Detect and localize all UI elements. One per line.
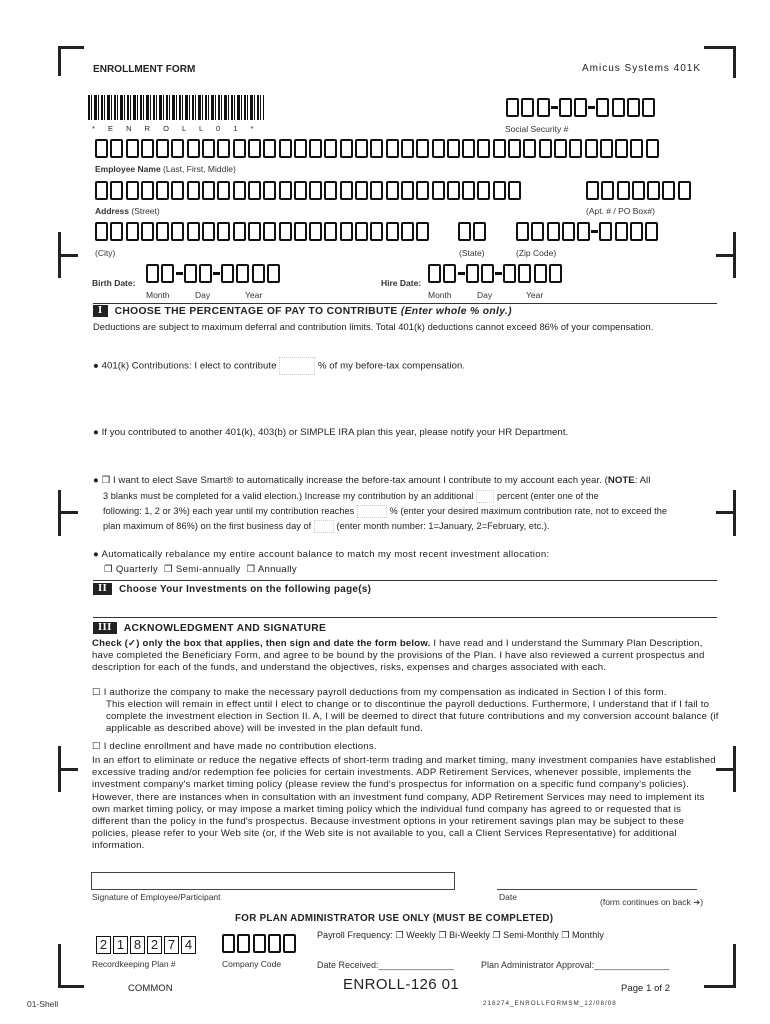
entry-box[interactable]: [324, 181, 337, 200]
entry-box[interactable]: [646, 139, 659, 158]
monthly-checkbox[interactable]: ❐: [561, 930, 570, 940]
employee-name-hint: (Last, First, Middle): [163, 164, 236, 174]
entry-box[interactable]: [401, 139, 414, 158]
date-received: Date Received:_______________: [317, 960, 454, 970]
contribution-line: [93, 357, 465, 375]
section-2-number: II: [93, 583, 112, 595]
entry-box[interactable]: [156, 181, 169, 200]
entry-box[interactable]: [596, 98, 609, 117]
decline-checkbox[interactable]: ☐: [92, 741, 101, 752]
entry-box[interactable]: [156, 222, 169, 241]
corner-mark-bottom-right: [704, 944, 736, 988]
month-number-field[interactable]: [314, 520, 334, 533]
section-1-title-note: (Enter whole % only.): [400, 305, 512, 317]
save-smart-text-1b: : All: [634, 475, 651, 486]
section-3-header: [93, 622, 326, 634]
entry-box[interactable]: [386, 139, 399, 158]
entry-box[interactable]: [662, 181, 675, 200]
ssn-boxes[interactable]: [506, 98, 658, 117]
entry-box[interactable]: [493, 139, 506, 158]
entry-box[interactable]: [95, 222, 108, 241]
entry-box[interactable]: [386, 222, 399, 241]
bullet-dot: ●: [93, 549, 100, 560]
save-smart-text-2b: percent (enter one of the: [496, 490, 599, 501]
bullet-dot: ●: [93, 360, 99, 372]
administrator-approval: Plan Administrator Approval:_______________: [481, 960, 670, 970]
authorize-text-first: I authorize the company to make the necessary payroll deductions from my compensation as indicated in Section I of this form.: [103, 687, 667, 698]
company-code-label: Company Code: [222, 959, 282, 969]
city-label: (City): [95, 248, 116, 258]
entry-box[interactable]: [309, 181, 322, 200]
entry-box[interactable]: [233, 222, 246, 241]
entry-box[interactable]: [574, 98, 587, 117]
semiannually-label: Semi-annually: [175, 564, 241, 575]
authorize-checkbox[interactable]: ☐: [92, 687, 101, 698]
birth-date-label: Birth Date:: [92, 278, 136, 288]
birth-month-label: Month: [146, 290, 170, 300]
entry-box[interactable]: [586, 181, 599, 200]
section-2-header: [93, 583, 371, 595]
entry-box[interactable]: [506, 98, 519, 117]
save-smart-line-4: [103, 520, 550, 533]
entry-box[interactable]: [416, 222, 429, 241]
section-1-number: I: [93, 305, 108, 317]
separator-dash: [495, 272, 502, 275]
entry-box[interactable]: [432, 181, 445, 200]
contribution-percent-field[interactable]: [279, 357, 315, 375]
entry-box[interactable]: [340, 139, 353, 158]
entry-box[interactable]: [416, 139, 429, 158]
signature-label: Signature of Employee/Participant: [92, 892, 221, 902]
birth-day-label: Day: [195, 290, 211, 300]
recordkeeping-digit: 7: [164, 936, 179, 954]
company-code-boxes[interactable]: [222, 934, 298, 953]
section-3-rule: [93, 617, 717, 618]
entry-box[interactable]: [324, 139, 337, 158]
date-label: Date: [499, 892, 517, 902]
address-label-text: Address: [95, 206, 130, 216]
save-smart-text-3a: following: 1, 2 or 3%) each year until my contribution reaches: [103, 505, 355, 516]
birth-date-boxes[interactable]: [146, 264, 282, 283]
weekly-checkbox[interactable]: ❐: [395, 930, 404, 940]
entry-box[interactable]: [645, 222, 658, 241]
entry-box[interactable]: [386, 181, 399, 200]
entry-box[interactable]: [126, 222, 139, 241]
entry-box[interactable]: [630, 139, 643, 158]
monthly-label: Monthly: [572, 930, 604, 940]
bullet-dot: ●: [93, 427, 99, 438]
entry-box[interactable]: [171, 139, 184, 158]
separator-dash: [588, 106, 595, 109]
zip-label: (Zip Code): [516, 248, 557, 258]
quarterly-checkbox[interactable]: ❐: [104, 564, 113, 575]
entry-box[interactable]: [252, 264, 265, 283]
hire-date-boxes[interactable]: [428, 264, 564, 283]
state-boxes[interactable]: [458, 222, 489, 241]
entry-box[interactable]: [481, 264, 494, 283]
entry-box[interactable]: [462, 139, 475, 158]
employee-name-label: [95, 164, 236, 174]
entry-box[interactable]: [340, 222, 353, 241]
entry-box[interactable]: [531, 222, 544, 241]
entry-box[interactable]: [324, 222, 337, 241]
address-street-boxes[interactable]: [95, 181, 523, 200]
corner-mark-top-left: [58, 46, 84, 76]
entry-box[interactable]: [678, 181, 691, 200]
entry-box[interactable]: [279, 181, 292, 200]
side-tick-left-2-bar: [58, 511, 78, 514]
corner-mark-top-right: [704, 46, 736, 78]
signature-field[interactable]: [91, 872, 455, 890]
form-title: ENROLLMENT FORM: [93, 64, 196, 75]
entry-box[interactable]: [141, 181, 154, 200]
entry-box[interactable]: [355, 139, 368, 158]
entry-box[interactable]: [547, 222, 560, 241]
city-boxes[interactable]: [95, 222, 432, 241]
entry-box[interactable]: [477, 181, 490, 200]
separator-dash: [176, 272, 183, 275]
other-plan-text: If you contributed to another 401(k), 403(b) or SIMPLE IRA plan this year, please notify your HR Department.: [101, 427, 569, 438]
entry-box[interactable]: [447, 181, 460, 200]
entry-box[interactable]: [355, 181, 368, 200]
entry-box[interactable]: [283, 934, 296, 953]
recordkeeping-digit: 2: [147, 936, 162, 954]
acknowledgment-paragraph: [92, 638, 714, 675]
entry-box[interactable]: [95, 181, 108, 200]
address-label: [95, 206, 160, 216]
other-plan-line: [93, 427, 568, 438]
side-tick-right-2-bar: [716, 511, 736, 514]
apt-label: (Apt. # / PO Box#): [586, 206, 655, 216]
save-smart-text-4b: (enter month number: 1=January, 2=February, etc.).: [336, 520, 550, 531]
entry-box[interactable]: [585, 139, 598, 158]
save-smart-text-1a: I want to elect Save Smart® to automatically increase the before-tax amount I contribute to my account each year. (: [112, 475, 608, 486]
entry-box[interactable]: [237, 934, 250, 953]
entry-box[interactable]: [473, 222, 486, 241]
entry-box[interactable]: [518, 264, 531, 283]
hire-year-label: Year: [526, 290, 544, 300]
entry-box[interactable]: [248, 222, 261, 241]
entry-box[interactable]: [458, 222, 471, 241]
section-1-title: CHOOSE THE PERCENTAGE OF PAY TO CONTRIBUTE: [114, 305, 398, 317]
entry-box[interactable]: [466, 264, 479, 283]
entry-box[interactable]: [370, 222, 383, 241]
entry-box[interactable]: [428, 264, 441, 283]
entry-box[interactable]: [432, 139, 445, 158]
hire-day-label: Day: [477, 290, 493, 300]
save-smart-text-4a: plan maximum of 86%) on the first business day of: [103, 520, 312, 531]
entry-box[interactable]: [187, 181, 200, 200]
entry-box[interactable]: [523, 139, 536, 158]
entry-box[interactable]: [268, 934, 281, 953]
zip-boxes[interactable]: [516, 222, 661, 241]
entry-box[interactable]: [612, 98, 625, 117]
recordkeeping-digit: 4: [181, 936, 196, 954]
shell-label: 01-Shell: [27, 999, 59, 1009]
acknowledgment-text: I have read and I understand the Summary Plan Description, have completed the Beneficiary Form, and agree to be bound by the provisions of the Plan. I have also reviewed a current prospectus and description for each of the funds, and understand the objectives, risks, expenses and charges associated with each.: [92, 638, 705, 674]
entry-box[interactable]: [559, 98, 572, 117]
authorize-paragraph: [92, 687, 722, 699]
entry-box[interactable]: [309, 222, 322, 241]
contribution-text-before: 401(k) Contributions: I elect to contribute: [101, 360, 277, 372]
entry-box[interactable]: [577, 222, 590, 241]
entry-box[interactable]: [236, 264, 249, 283]
company-name: Amicus Systems 401K: [582, 63, 702, 74]
entry-box[interactable]: [599, 222, 612, 241]
entry-box[interactable]: [146, 264, 159, 283]
entry-box[interactable]: [462, 181, 475, 200]
entry-box[interactable]: [202, 139, 215, 158]
entry-box[interactable]: [615, 139, 628, 158]
section-2-rule: [93, 580, 717, 581]
entry-box[interactable]: [161, 264, 174, 283]
side-tick-left-3-bar: [58, 768, 78, 771]
entry-box[interactable]: [248, 139, 261, 158]
save-smart-text-3b: % (enter your desired maximum contribution rate, not to exceed the: [389, 505, 668, 516]
save-smart-line-3: [103, 505, 667, 518]
save-smart-text-2a: 3 blanks must be completed for a valid election.) Increase my contribution by an additional: [103, 490, 474, 501]
entry-box[interactable]: [110, 181, 123, 200]
address-hint: (Street): [131, 206, 160, 216]
biweekly-label: Bi-Weekly: [449, 930, 490, 940]
decline-text: I decline enrollment and have made no contribution elections.: [103, 741, 377, 752]
entry-box[interactable]: [647, 181, 660, 200]
entry-box[interactable]: [199, 264, 212, 283]
entry-box[interactable]: [615, 222, 628, 241]
increase-percent-field[interactable]: [476, 490, 494, 503]
section-1-rule: [93, 303, 717, 304]
side-tick-right-3-bar: [716, 768, 736, 771]
entry-box[interactable]: [253, 934, 266, 953]
entry-box[interactable]: [294, 181, 307, 200]
entry-box[interactable]: [110, 139, 123, 158]
rebalance-line: [93, 549, 549, 560]
entry-box[interactable]: [562, 222, 575, 241]
entry-box[interactable]: [447, 139, 460, 158]
save-smart-checkbox[interactable]: ❐: [101, 475, 111, 486]
entry-box[interactable]: [630, 222, 643, 241]
entry-box[interactable]: [171, 181, 184, 200]
ssn-label: Social Security #: [505, 124, 569, 134]
common-label: COMMON: [128, 983, 173, 994]
recordkeeping-digit: 1: [113, 936, 128, 954]
save-smart-note: NOTE: [607, 475, 635, 486]
entry-box[interactable]: [263, 222, 276, 241]
entry-box[interactable]: [279, 139, 292, 158]
entry-box[interactable]: [632, 181, 645, 200]
entry-box[interactable]: [537, 98, 550, 117]
rebalance-text: Automatically rebalance my entire account balance to match my most recent investment allocation:: [101, 549, 550, 560]
separator-dash: [213, 272, 220, 275]
entry-box[interactable]: [477, 139, 490, 158]
save-smart-line-1: [93, 475, 650, 486]
entry-box[interactable]: [508, 139, 521, 158]
birth-year-label: Year: [245, 290, 263, 300]
corner-mark-bottom-left: [58, 944, 84, 988]
hire-date-label: Hire Date:: [381, 278, 422, 288]
entry-box[interactable]: [401, 181, 414, 200]
form-code: 218274_ENROLLFORMSM_12/08/08: [483, 1000, 617, 1007]
entry-box[interactable]: [521, 98, 534, 117]
check-instruction: Check (✓) only the box that applies, then sign and date the form below.: [92, 638, 431, 649]
entry-box[interactable]: [95, 139, 108, 158]
entry-box[interactable]: [141, 222, 154, 241]
entry-box[interactable]: [263, 181, 276, 200]
side-tick-right-1-bar: [716, 254, 736, 257]
admin-title: FOR PLAN ADMINISTRATOR USE ONLY (MUST BE COMPLETED): [235, 913, 554, 924]
biweekly-checkbox[interactable]: ❐: [438, 930, 447, 940]
payroll-frequency-label: Payroll Frequency:: [317, 930, 393, 940]
semimonthly-label: Semi-Monthly: [503, 930, 559, 940]
entry-box[interactable]: [141, 139, 154, 158]
entry-box[interactable]: [126, 139, 139, 158]
state-label: (State): [459, 248, 485, 258]
annually-label: Annually: [257, 564, 298, 575]
max-rate-field[interactable]: [357, 505, 387, 518]
recordkeeping-label: Recordkeeping Plan #: [92, 959, 176, 969]
entry-box[interactable]: [416, 181, 429, 200]
entry-box[interactable]: [549, 264, 562, 283]
recordkeeping-plan-boxes[interactable]: [96, 936, 198, 954]
entry-box[interactable]: [534, 264, 547, 283]
decline-line: [92, 741, 712, 753]
recordkeeping-digit: 2: [96, 936, 111, 954]
entry-box[interactable]: [233, 181, 246, 200]
semiannually-checkbox[interactable]: ❐: [163, 564, 173, 575]
entry-box[interactable]: [508, 181, 521, 200]
entry-box[interactable]: [171, 222, 184, 241]
entry-box[interactable]: [370, 181, 383, 200]
section-3-number: III: [93, 622, 117, 634]
page-number: Page 1 of 2: [621, 983, 671, 994]
save-smart-line-2: [103, 490, 599, 503]
entry-box[interactable]: [202, 181, 215, 200]
entry-box[interactable]: [187, 139, 200, 158]
address-apt-boxes[interactable]: [586, 181, 693, 200]
entry-box[interactable]: [503, 264, 516, 283]
entry-box[interactable]: [294, 222, 307, 241]
form-id: ENROLL-126 01: [343, 976, 460, 993]
entry-box[interactable]: [601, 181, 614, 200]
employee-name-label-text: Employee Name: [95, 164, 161, 174]
entry-box[interactable]: [217, 181, 230, 200]
entry-box[interactable]: [355, 222, 368, 241]
weekly-label: Weekly: [406, 930, 436, 940]
section-1-header: [93, 305, 512, 317]
annually-checkbox[interactable]: ❐: [246, 564, 256, 575]
employee-name-boxes[interactable]: [95, 139, 661, 158]
entry-box[interactable]: [554, 139, 567, 158]
entry-box[interactable]: [126, 181, 139, 200]
separator-dash: [458, 272, 465, 275]
entry-box[interactable]: [233, 139, 246, 158]
deductions-note: Deductions are subject to maximum deferral and contribution limits. Total 401(k) deductions cannot exceed 86% of your compensation.: [93, 322, 654, 332]
entry-box[interactable]: [569, 139, 582, 158]
separator-dash: [591, 230, 598, 233]
side-tick-left-1-bar: [58, 254, 78, 257]
form-continues-note: (form continues on back ➔): [600, 897, 704, 907]
entry-box[interactable]: [184, 264, 197, 283]
semimonthly-checkbox[interactable]: ❐: [492, 930, 501, 940]
recordkeeping-digit: 8: [130, 936, 145, 954]
payroll-frequency-line: [317, 930, 604, 941]
entry-box[interactable]: [600, 139, 613, 158]
entry-box[interactable]: [267, 264, 280, 283]
entry-box[interactable]: [156, 139, 169, 158]
entry-box[interactable]: [263, 139, 276, 158]
entry-box[interactable]: [617, 181, 630, 200]
entry-box[interactable]: [248, 181, 261, 200]
entry-box[interactable]: [493, 181, 506, 200]
section-3-title: ACKNOWLEDGMENT AND SIGNATURE: [123, 622, 327, 634]
entry-box[interactable]: [516, 222, 529, 241]
barcode-caption: * E N R O L L 0 1 *: [92, 124, 259, 133]
entry-box[interactable]: [294, 139, 307, 158]
market-timing-paragraph: In an effort to eliminate or reduce the negative effects of short-term trading and market timing, many investment companies have established excessive trading and/or redemption fee policies for certain investments. ADP Retirement Services, whenever possible, implements the investment company's market timing policy (please review the fund's prospectus for information on a specific fund company's policies). However, there are instances when in consultation with an investment fund company, ADP Retirement Services may need to implement its own market timing policy, or may impose a market timing policy which the individual fund company has agreed to or requested that is different than the policy in the fund's prospectus. Because investment options in your retirement savings plan may be subject to these policies, please refer to your Web site (or, if the Web site is not available to you, call a Client Services Representative) for additional information.: [92, 755, 716, 852]
section-2-title: Choose Your Investments on the following page(s): [119, 583, 372, 595]
entry-box[interactable]: [187, 222, 200, 241]
entry-box[interactable]: [217, 222, 230, 241]
entry-box[interactable]: [221, 264, 234, 283]
contribution-text-after: % of my before-tax compensation.: [317, 360, 466, 372]
entry-box[interactable]: [222, 934, 235, 953]
entry-box[interactable]: [217, 139, 230, 158]
authorize-continuation: This election will remain in effect until I elect to change or to discontinue the payroll deductions. Furthermore, I understand that if I fail to complete the investment election in Section II. A, I will be deemed to direct that future contributions and my conversion account balance (if applicable as described above) will be invested in the plan default fund.: [106, 699, 719, 735]
entry-box[interactable]: [401, 222, 414, 241]
barcode: [88, 95, 264, 120]
entry-box[interactable]: [110, 222, 123, 241]
rebalance-options: [104, 564, 297, 575]
hire-month-label: Month: [428, 290, 452, 300]
separator-dash: [551, 106, 558, 109]
entry-box[interactable]: [370, 139, 383, 158]
entry-box[interactable]: [539, 139, 552, 158]
bullet-dot: ●: [93, 475, 99, 486]
entry-box[interactable]: [642, 98, 655, 117]
entry-box[interactable]: [279, 222, 292, 241]
entry-box[interactable]: [202, 222, 215, 241]
date-field[interactable]: [497, 872, 697, 890]
entry-box[interactable]: [443, 264, 456, 283]
entry-box[interactable]: [309, 139, 322, 158]
entry-box[interactable]: [627, 98, 640, 117]
quarterly-label: Quarterly: [115, 564, 159, 575]
entry-box[interactable]: [340, 181, 353, 200]
